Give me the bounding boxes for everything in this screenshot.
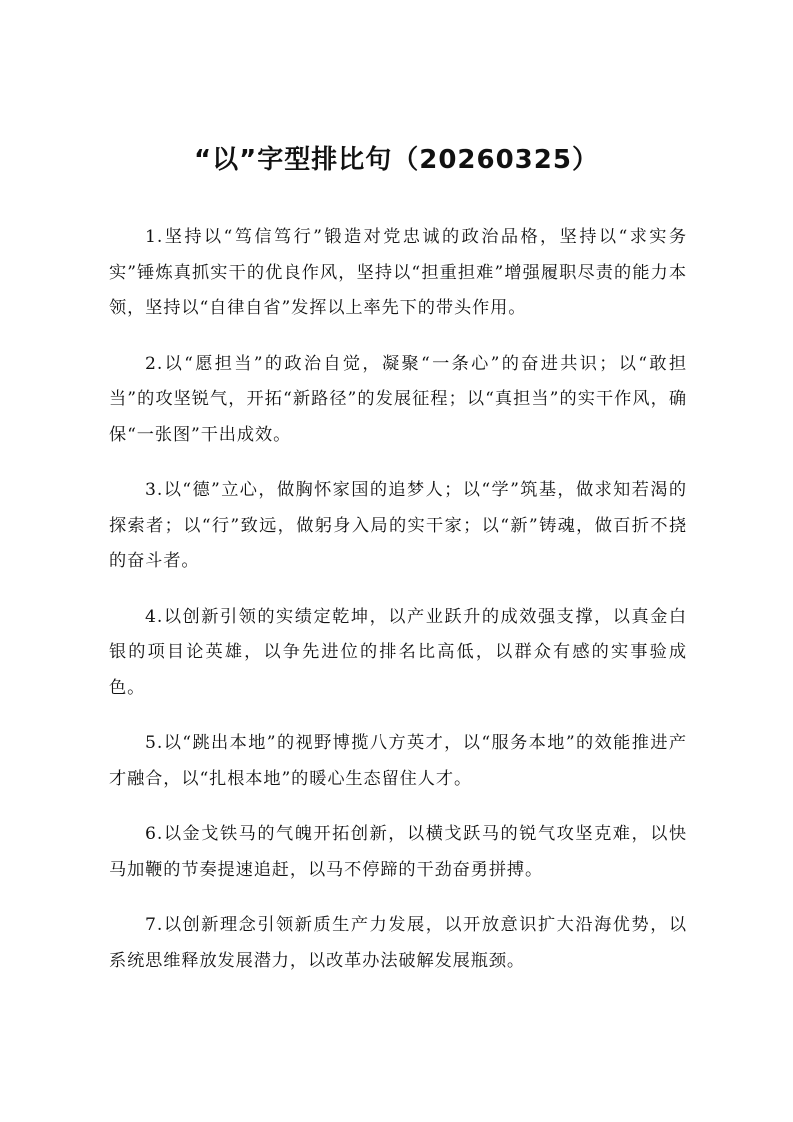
document-title: “以”字型排比句（20260325） bbox=[194, 145, 599, 175]
paragraph-2: 2.以“愿担当”的政治自觉，凝聚“一条心”的奋进共识；以“敢担当”的攻坚锐气，开拓“新路径”的发展征程；以“真担当”的实干作风，确保“一张图”干出成效。 bbox=[109, 353, 687, 445]
paragraph-1: 1.坚持以“笃信笃行”锻造对党忠诚的政治品格，坚持以“求实务实”锤炼真抓实干的优良作风，坚持以“担重担难”增强履职尽责的能力本领，坚持以“自律自省”发挥以上率先下的带头作用。 bbox=[109, 227, 687, 318]
paragraph-6: 6.以金戈铁马的气魄开拓创新，以横戈跃马的锐气攻坚克难，以快马加鞭的节奏提速追赶，以马不停蹄的干劲奋勇拼搏。 bbox=[109, 824, 687, 880]
paragraph-4: 4.以创新引领的实绩定乾坤，以产业跃升的成效强支撑，以真金白银的项目论英雄，以争先进位的排名比高低，以群众有感的实事验成色。 bbox=[109, 606, 687, 698]
paragraph-3: 3.以“德”立心，做胸怀家国的追梦人；以“学”筑基，做求知若渴的探索者；以“行”致远，做躬身入局的实干家；以“新”铸魂，做百折不挠的奋斗者。 bbox=[109, 480, 687, 571]
document-body bbox=[109, 220, 687, 999]
paragraph-7: 7.以创新理念引领新质生产力发展，以开放意识扩大沿海优势，以系统思维释放发展潜力，以改革办法破解发展瓶颈。 bbox=[109, 915, 687, 971]
paragraph-5: 5.以“跳出本地”的视野博揽八方英才，以“服务本地”的效能推进产才融合，以“扎根本地”的暖心生态留住人才。 bbox=[109, 733, 687, 789]
